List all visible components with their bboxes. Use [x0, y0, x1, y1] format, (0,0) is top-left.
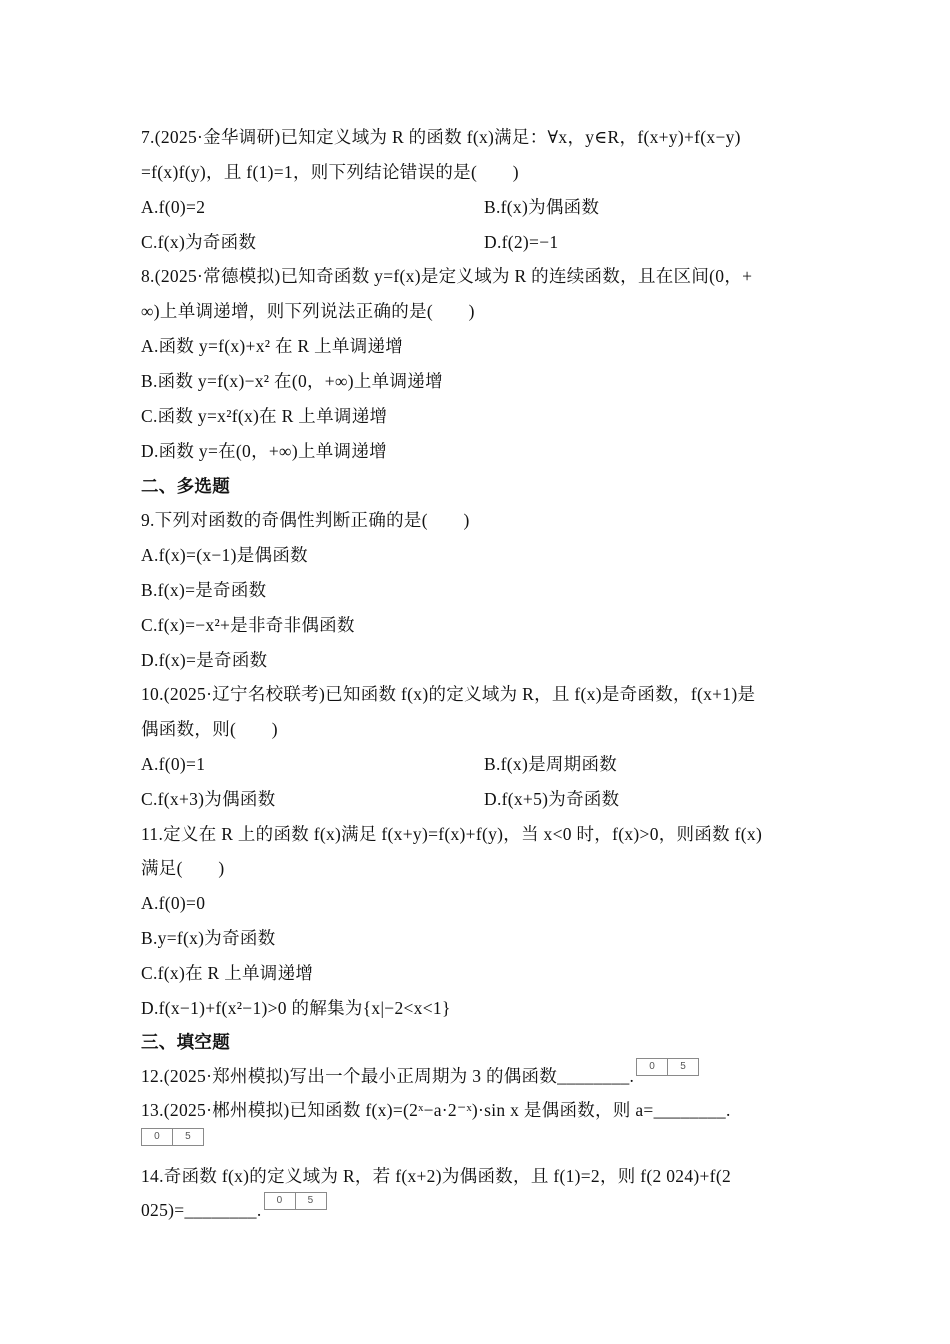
- score-five: 5: [172, 1129, 203, 1145]
- q9-option-b: B.f(x)=是奇函数: [141, 580, 267, 600]
- q9-option-d: D.f(x)=是奇函数: [141, 650, 268, 670]
- q7-option-b: B.f(x)为偶函数: [484, 197, 600, 217]
- q7-option-a: A.f(0)=2: [141, 197, 206, 217]
- q10-option-a: A.f(0)=1: [141, 754, 206, 774]
- q9-stem-line1: 9.下列对函数的奇偶性判断正确的是( ): [141, 510, 470, 530]
- q8-option-d: D.函数 y=在(0，+∞)上单调递增: [141, 441, 387, 461]
- score-five: 5: [295, 1193, 326, 1209]
- q12-score-box: [636, 1058, 699, 1076]
- q12-stem: 12.(2025·郑州模拟)写出一个最小正周期为 3 的偶函数________.: [141, 1066, 635, 1086]
- score-zero: 0: [649, 1061, 656, 1072]
- q11-option-d: D.f(x−1)+f(x²−1)>0 的解集为{x|−2<x<1}: [141, 998, 451, 1018]
- q11-stem-line1: 11.定义在 R 上的函数 f(x)满足 f(x+y)=f(x)+f(y)，当 x<0 时，f(x)>0，则函数 f(x): [141, 824, 763, 844]
- q14-stem-line2: 025)=________.: [141, 1200, 262, 1220]
- q11-stem-line2: 满足( ): [141, 858, 225, 878]
- q13-stem: 13.(2025·郴州模拟)已知函数 f(x)=(2ˣ−a·2⁻ˣ)·sin x 是偶函数，则 a=________.: [141, 1100, 731, 1120]
- q11-option-b: B.y=f(x)为奇函数: [141, 928, 276, 948]
- q9-option-a: A.f(x)=(x−1)是偶函数: [141, 545, 308, 565]
- q13-score-box: [141, 1128, 204, 1146]
- section-heading-multiple-choice: 二、多选题: [141, 476, 230, 496]
- q11-option-c: C.f(x)在 R 上单调递增: [141, 963, 314, 983]
- q10-stem-line2: 偶函数，则( ): [141, 719, 278, 739]
- q10-option-c: C.f(x+3)为偶函数: [141, 789, 276, 809]
- q10-stem-line1: 10.(2025·辽宁名校联考)已知函数 f(x)的定义域为 R，且 f(x)是奇函数，f(x+1)是: [141, 684, 756, 704]
- q9-option-c: C.f(x)=−x²+是非奇非偶函数: [141, 615, 355, 635]
- q7-option-c: C.f(x)为奇函数: [141, 232, 257, 252]
- score-five: 5: [667, 1059, 698, 1075]
- section-heading-fill-in: 三、填空题: [141, 1032, 230, 1052]
- score-zero: 0: [154, 1131, 160, 1142]
- q10-option-d: D.f(x+5)为奇函数: [484, 789, 620, 809]
- q8-option-a: A.函数 y=f(x)+x² 在 R 上单调递增: [141, 336, 404, 356]
- q7-stem-line1: 7.(2025·金华调研)已知定义域为 R 的函数 f(x)满足：∀x，y∈R，f(x+y)+f(x−y): [141, 127, 741, 147]
- q14-line2: [141, 1195, 327, 1222]
- q13-score-line: [141, 1128, 204, 1152]
- q11-option-a: A.f(0)=0: [141, 893, 206, 913]
- q8-stem-line2: ∞)上单调递增，则下列说法正确的是( ): [141, 301, 475, 321]
- q8-option-b: B.函数 y=f(x)−x² 在(0，+∞)上单调递增: [141, 371, 443, 391]
- q14-stem-line1: 14.奇函数 f(x)的定义域为 R，若 f(x+2)为偶函数，且 f(1)=2，则 f(2 024)+f(2: [141, 1166, 731, 1186]
- q8-option-c: C.函数 y=x²f(x)在 R 上单调递增: [141, 406, 388, 426]
- score-zero: 0: [276, 1195, 283, 1206]
- q14-score-box: [264, 1192, 327, 1210]
- q8-stem-line1: 8.(2025·常德模拟)已知奇函数 y=f(x)是定义域为 R 的连续函数，且在区间(0，+: [141, 266, 753, 286]
- q10-option-b: B.f(x)是周期函数: [484, 754, 618, 774]
- q7-option-d: D.f(2)=−1: [484, 232, 559, 252]
- q12-line: [141, 1061, 699, 1088]
- q7-stem-line2: =f(x)f(y)，且 f(1)=1，则下列结论错误的是( ): [141, 162, 519, 182]
